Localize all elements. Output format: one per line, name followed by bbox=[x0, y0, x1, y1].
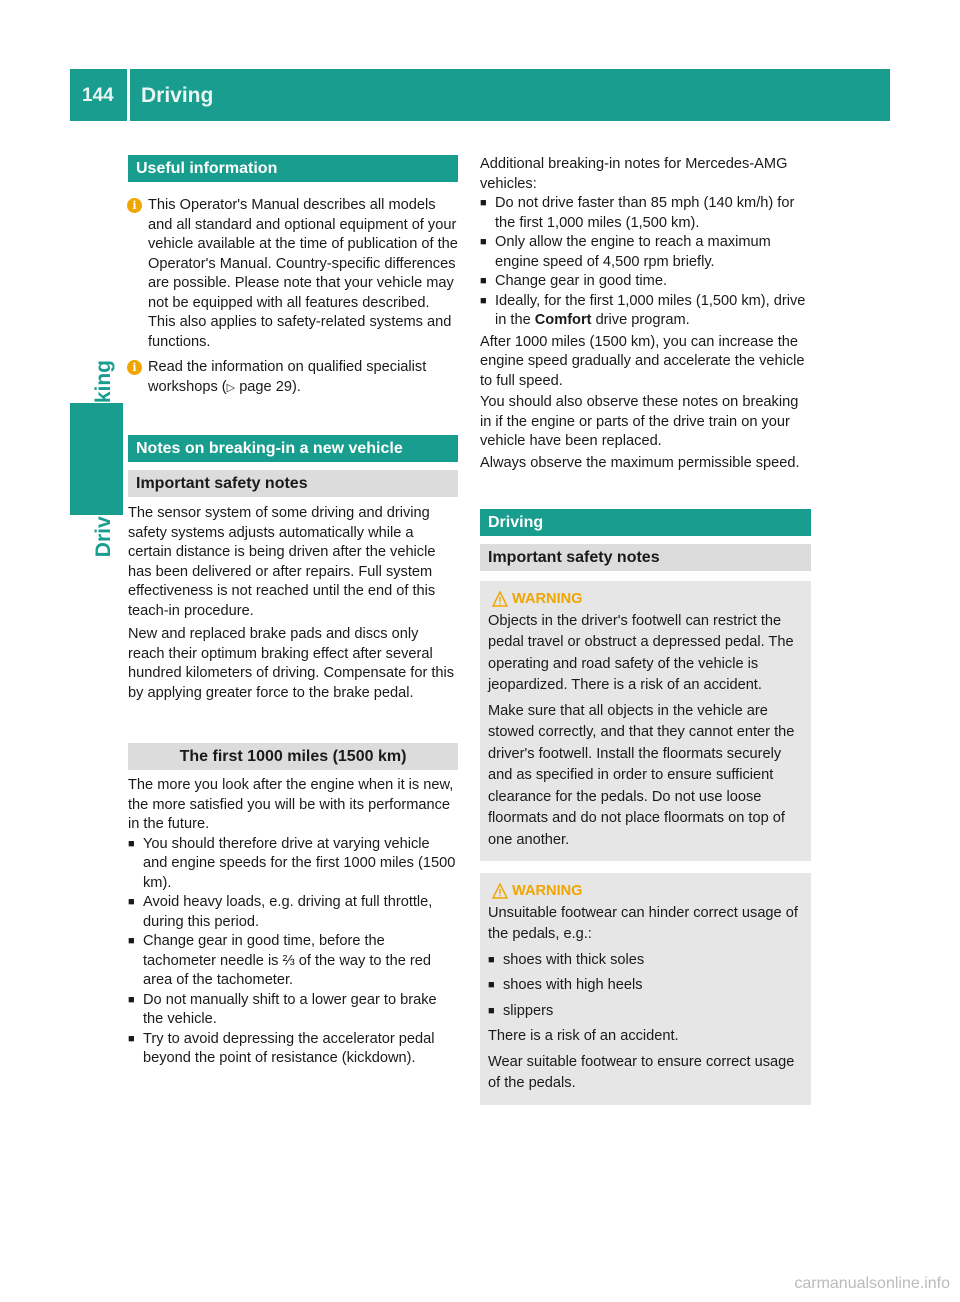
warning-title-text: WARNING bbox=[512, 883, 583, 899]
list-item-text: shoes with thick soles bbox=[503, 951, 645, 968]
page-number: 144 bbox=[82, 85, 114, 106]
paragraph: The sensor system of some driving and driving safety systems adjusts automatically while a certain distance is being driven after the vehicle has been delivered or after repairs. Full system effectiveness is not reached until the end of this teach-in procedure. bbox=[128, 505, 436, 619]
paragraph: After 1000 miles (1500 km), you can increase the engine speed gradually and accelerate the vehicle to full speed. bbox=[480, 333, 805, 389]
list-item bbox=[480, 272, 811, 292]
first-1000-heading: The first 1000 miles (1500 km) bbox=[128, 743, 458, 770]
useful-info-heading: Useful information bbox=[128, 155, 458, 182]
paragraph: Make sure that all objects in the vehicle are stowed correctly, and that they cannot enter the driver's footwell. Install the floormats securely and as specified in order to ensure sufficient clearance for the pedals. Do not use loose floormats and do not place floormats on top of one another. bbox=[488, 702, 795, 848]
list-item-text: Try to avoid depressing the accelerator pedal beyond the point of resistance (kickdown). bbox=[143, 1030, 435, 1066]
bullet-icon: ■ bbox=[480, 197, 487, 209]
side-tab-block bbox=[70, 403, 123, 515]
page-reference-link[interactable]: page 29). bbox=[235, 378, 301, 395]
warning-triangle-icon bbox=[492, 883, 508, 899]
bullet-icon: ■ bbox=[488, 953, 495, 966]
list-item-text: Only allow the engine to reach a maximum engine speed of 4,500 rpm briefly. bbox=[495, 234, 771, 270]
drive-program-name: Comfort bbox=[534, 312, 592, 328]
right-column bbox=[480, 155, 811, 1105]
warning-triangle-icon bbox=[492, 591, 508, 607]
arrow-right-icon: ▷ bbox=[226, 381, 236, 394]
list-item bbox=[488, 950, 803, 972]
info-note-text: Read the information on qualified specialist workshops ( bbox=[148, 359, 427, 395]
list-item bbox=[480, 233, 811, 272]
paragraph: Wear suitable footwear to ensure correct usage of the pedals. bbox=[488, 1053, 795, 1091]
info-icon: i bbox=[127, 198, 142, 213]
list-item-text: Ideally, for the first 1,000 miles (1,500 km), drive in the bbox=[495, 292, 806, 328]
list-item-text: Do not manually shift to a lower gear to brake the vehicle. bbox=[143, 991, 437, 1027]
warning-title bbox=[488, 589, 803, 611]
bullet-icon: ■ bbox=[480, 275, 487, 287]
bullet-icon: ■ bbox=[128, 1032, 135, 1045]
list-item bbox=[480, 292, 811, 331]
list-item-text: Avoid heavy loads, e.g. driving at full throttle, during this period. bbox=[143, 894, 433, 930]
bullet-icon: ■ bbox=[488, 979, 495, 991]
list-item bbox=[128, 932, 458, 991]
info-note bbox=[128, 358, 458, 398]
bullet-list bbox=[480, 194, 811, 331]
list-item bbox=[128, 991, 458, 1030]
breaking-in-heading: Notes on breaking-in a new vehicle bbox=[128, 435, 458, 462]
paragraph: Always observe the maximum permissible speed. bbox=[480, 454, 800, 471]
warning-box bbox=[480, 873, 811, 1105]
bullet-icon: ■ bbox=[128, 837, 135, 850]
safety-notes-subheading: Important safety notes bbox=[480, 544, 811, 571]
warning-title bbox=[488, 881, 803, 903]
bullet-icon: ■ bbox=[128, 993, 135, 1006]
bullet-icon: ■ bbox=[128, 896, 135, 908]
list-item bbox=[480, 194, 811, 233]
page-title: Driving bbox=[141, 84, 214, 107]
warning-title-text: WARNING bbox=[512, 591, 583, 607]
list-item bbox=[128, 1030, 458, 1069]
paragraph: New and replaced brake pads and discs only reach their optimum braking effect after several hundred kilometers of driving. Compensate for this by applying greater force to the brake pedal. bbox=[128, 626, 455, 701]
paragraph: You should also observe these notes on breaking in if the engine or parts of the drive train on your vehicle have been replaced. bbox=[480, 394, 799, 449]
info-icon: i bbox=[127, 360, 142, 375]
list-item bbox=[128, 893, 458, 932]
bullet-icon: ■ bbox=[488, 1004, 495, 1017]
list-item bbox=[488, 975, 803, 997]
list-item-text: slippers bbox=[503, 1002, 554, 1019]
list-item-text: You should therefore drive at varying vehicle and engine speeds for the first 1000 miles (1500 km). bbox=[143, 835, 456, 891]
list-item-text: Change gear in good time. bbox=[495, 273, 667, 289]
paragraph: There is a risk of an accident. bbox=[488, 1028, 679, 1044]
list-item-text: drive program. bbox=[591, 312, 690, 328]
safety-notes-subheading: Important safety notes bbox=[128, 470, 458, 497]
paragraph: Additional breaking-in notes for Mercedes-AMG vehicles: bbox=[480, 156, 788, 192]
bullet-list bbox=[128, 835, 458, 1069]
list-item bbox=[128, 835, 458, 894]
paragraph: Objects in the driver's footwell can restrict the pedal travel or obstruct a depressed pedal. The operating and road safety of the vehicle is jeopardized. There is a risk of an accident. bbox=[488, 612, 794, 693]
list-item-text: shoes with high heels bbox=[503, 977, 643, 993]
watermark: carmanualsonline.info bbox=[794, 1275, 950, 1292]
side-tab bbox=[80, 360, 120, 400]
left-column bbox=[128, 155, 458, 1069]
driving-heading: Driving bbox=[480, 509, 811, 536]
bullet-list bbox=[488, 950, 803, 1023]
info-note bbox=[128, 196, 458, 352]
paragraph: Unsuitable footwear can hinder correct usage of the pedals, e.g.: bbox=[488, 904, 798, 942]
warning-box bbox=[480, 581, 811, 861]
info-note-text: This Operator's Manual describes all models and all standard and optional equipment of your vehicle available at the time of publication of the Operator's Manual. Country-specific differences are possible. Please note that your vehicle may not be equipped with all features described. This also applies to safety-related systems and functions. bbox=[148, 197, 458, 350]
list-item bbox=[488, 1001, 803, 1023]
paragraph: The more you look after the engine when it is new, the more satisfied you will be with its performance in the future. bbox=[128, 777, 454, 832]
bullet-icon: ■ bbox=[480, 236, 487, 248]
header-divider bbox=[127, 69, 130, 121]
list-item-text: Do not drive faster than 85 mph (140 km/h) for the first 1,000 miles (1,500 km). bbox=[495, 195, 795, 231]
bullet-icon: ■ bbox=[480, 294, 487, 307]
bullet-icon: ■ bbox=[128, 935, 135, 947]
list-item-text: Change gear in good time, before the tachometer needle is ⅔ of the way to the red area of the tachometer. bbox=[143, 933, 431, 988]
